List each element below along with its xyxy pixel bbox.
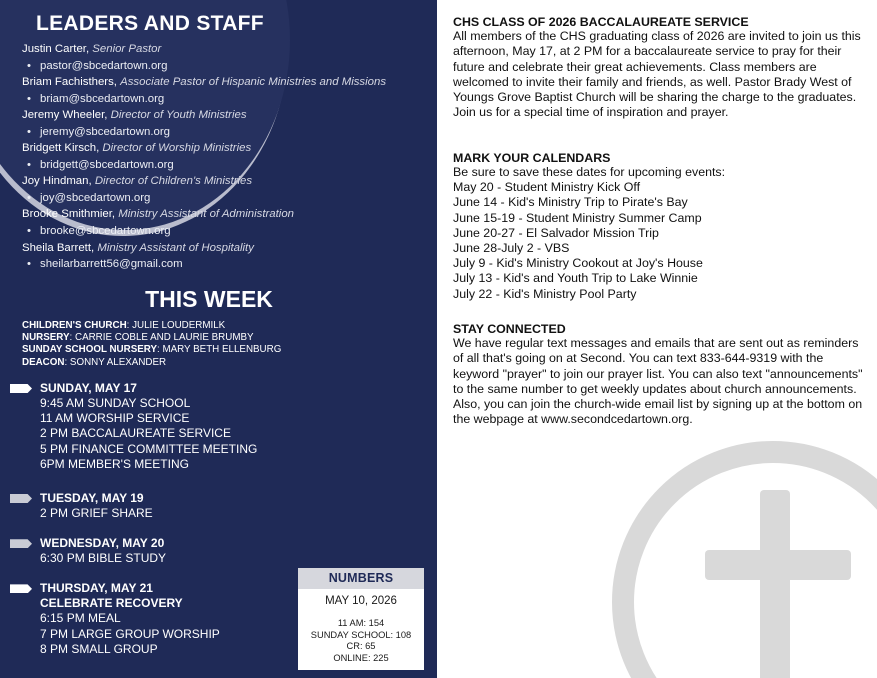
numbers-heading: NUMBERS <box>298 568 424 589</box>
numbers-line: ONLINE: 225 <box>333 652 389 663</box>
role-line <box>22 320 281 332</box>
staff-name: Briam Fachisthers <box>22 76 114 89</box>
staff-entry: Brooke Smithmier, Ministry Assistant of Administration <box>22 208 294 221</box>
arrow-flag-icon <box>10 584 32 593</box>
day-event: 6:15 PM MEAL <box>40 611 121 626</box>
staff-role: Senior Pastor <box>92 43 162 55</box>
day-title: SUNDAY, MAY 17 <box>40 381 137 395</box>
day-event: 7 PM LARGE GROUP WORSHIP <box>40 626 220 641</box>
day-title: TUESDAY, MAY 19 <box>40 491 144 506</box>
calendar-intro: Be sure to save these dates for upcoming events: <box>453 165 726 179</box>
role-line <box>22 357 281 369</box>
staff-email[interactable]: • bridgett@sbcedartown.org <box>22 157 432 174</box>
day-subtitle: CELEBRATE RECOVERY <box>40 596 183 611</box>
day-title: THURSDAY, MAY 21 <box>40 581 153 596</box>
staff-email[interactable]: • pastor@sbcedartown.org <box>22 58 432 75</box>
day-event: 2 PM GRIEF SHARE <box>40 506 153 521</box>
role-label: SUNDAY SCHOOL NURSERY <box>22 344 158 356</box>
staff-role: Ministry Assistant of Administration <box>118 208 294 221</box>
role-value: : SONNY ALEXANDER <box>64 356 167 368</box>
staff-name: Brooke Smithmier <box>22 208 112 221</box>
staff-entry: Briam Fachisthers, Associate Pastor of Hispanic Ministries and Missions <box>22 76 387 89</box>
staff-name: Bridgett Kirsch <box>22 142 97 155</box>
day-block-wednesday <box>10 536 310 566</box>
arrow-flag-icon <box>10 494 32 503</box>
day-event: 6:30 PM BIBLE STUDY <box>40 551 167 566</box>
role-line <box>22 344 281 356</box>
calendar-section <box>453 151 869 302</box>
staff-entry: Joy Hindman, Director of Children's Ministries <box>22 175 253 188</box>
calendar-event: June 28-July 2 - VBS <box>453 241 570 256</box>
numbers-line: CR: 65 <box>346 641 376 651</box>
calendar-event: June 20-27 - El Salvador Mission Trip <box>453 225 659 240</box>
day-event: 5 PM FINANCE COMMITTEE MEETING <box>40 441 258 456</box>
day-block-sunday <box>10 381 310 472</box>
staff-name: Sheila Barrett <box>22 241 92 254</box>
day-block-thursday <box>10 581 310 657</box>
staff-name: Justin Carter <box>22 43 86 55</box>
numbers-line: SUNDAY SCHOOL: 108 <box>310 629 412 640</box>
staff-email[interactable]: • joy@sbcedartown.org <box>22 190 432 207</box>
staff-entry: Sheila Barrett, Ministry Assistant of Hospitality <box>22 241 254 254</box>
staff-email[interactable]: • sheilarbarrett56@gmail.com <box>22 256 432 273</box>
staff-name: Joy Hindman <box>22 175 89 188</box>
stay-connected-heading: STAY CONNECTED <box>453 322 566 336</box>
staff-email[interactable]: • brooke@sbcedartown.org <box>22 223 432 240</box>
staff-entry: Jeremy Wheeler, Director of Youth Ministries <box>22 109 247 122</box>
staff-email[interactable]: • briam@sbcedartown.org <box>22 91 432 108</box>
day-event: 2 PM BACCALAUREATE SERVICE <box>40 426 231 441</box>
day-event: 8 PM SMALL GROUP <box>40 641 158 656</box>
day-event: 9:45 AM SUNDAY SCHOOL <box>40 396 191 410</box>
day-event: 11 AM WORSHIP SERVICE <box>40 411 190 426</box>
weekly-schedule <box>10 381 310 657</box>
staff-role: Director of Youth Ministries <box>110 109 247 122</box>
role-line <box>22 332 281 344</box>
calendar-heading: MARK YOUR CALENDARS <box>453 151 611 165</box>
arrow-flag-icon <box>10 384 32 393</box>
calendar-event: June 15-19 - Student Ministry Summer Camp <box>453 210 702 225</box>
calendar-event: July 13 - Kid's and Youth Trip to Lake Winnie <box>453 271 698 286</box>
numbers-box <box>298 568 424 670</box>
day-event: 6PM MEMBER'S MEETING <box>40 456 189 471</box>
role-value: : CARRIE COBLE AND LAURIE BRUMBY <box>69 332 254 344</box>
day-title: WEDNESDAY, MAY 20 <box>40 536 165 551</box>
calendar-event: May 20 - Student Ministry Kick Off <box>453 180 641 195</box>
staff-name: Jeremy Wheeler <box>22 109 105 122</box>
this-week-heading: THIS WEEK <box>145 286 273 312</box>
staff-role: Associate Pastor of Hispanic Ministries and Missions <box>120 76 387 89</box>
stay-connected-body: We have regular text messages and emails that are sent out as reminders of all that's going on at Second. You can text 833-644-9319 with the keyword "prayer" to join our prayer list. You can also text "announcements" to the same number to get weekly updates about church announcements. Also, you can join the church-wide email list by signing up at the bottom on the webpage at www.secondcedartown.org. <box>453 336 863 427</box>
baccalaureate-heading: CHS CLASS OF 2026 BACCALAUREATE SERVICE <box>453 15 749 29</box>
role-label: CHILDREN'S CHURCH <box>22 320 127 331</box>
numbers-date: MAY 10, 2026 <box>325 595 397 607</box>
numbers-line: 11 AM: 154 <box>337 618 385 628</box>
stay-connected-section <box>453 322 869 428</box>
staff-role: Director of Children's Ministries <box>94 175 253 188</box>
role-value: : MARY BETH ELLENBURG <box>157 344 282 356</box>
calendar-event: July 22 - Kid's Ministry Pool Party <box>453 286 637 301</box>
calendar-event: June 14 - Kid's Ministry Trip to Pirate's Bay <box>453 195 688 210</box>
baccalaureate-body: All members of the CHS graduating class of 2026 are invited to join us this afternoon, May 17, at 2 PM for a baccalaureate service to pray for their future and celebrate their great achievements. Class members are welcomed to invite their family and friends, as well. Pastor Brady West of Youngs Grove Baptist Church will be sharing the charge to the graduates. Join us for a special time of inspiration and prayer. <box>453 29 861 120</box>
staff-role: Director of Worship Ministries <box>102 142 252 155</box>
staff-role: Ministry Assistant of Hospitality <box>97 241 254 254</box>
calendar-event: July 9 - Kid's Ministry Cookout at Joy's House <box>453 256 703 271</box>
baccalaureate-section <box>453 15 869 121</box>
volunteer-roles <box>22 320 281 369</box>
staff-email[interactable]: • jeremy@sbcedartown.org <box>22 124 432 141</box>
cross-circle-icon <box>603 432 877 678</box>
staff-entry: Bridgett Kirsch, Director of Worship Ministries <box>22 142 252 155</box>
day-block-tuesday <box>10 491 310 521</box>
role-label: NURSERY <box>22 332 70 344</box>
arrow-flag-icon <box>10 539 32 548</box>
leaders-heading: LEADERS AND STAFF <box>36 12 264 35</box>
role-label: DEACON <box>22 356 65 368</box>
numbers-list <box>298 618 424 664</box>
staff-entry: Justin Carter, Senior Pastor <box>22 43 162 55</box>
left-panel <box>0 0 437 678</box>
staff-list <box>22 41 432 273</box>
role-value: : JULIE LOUDERMILK <box>126 320 226 331</box>
